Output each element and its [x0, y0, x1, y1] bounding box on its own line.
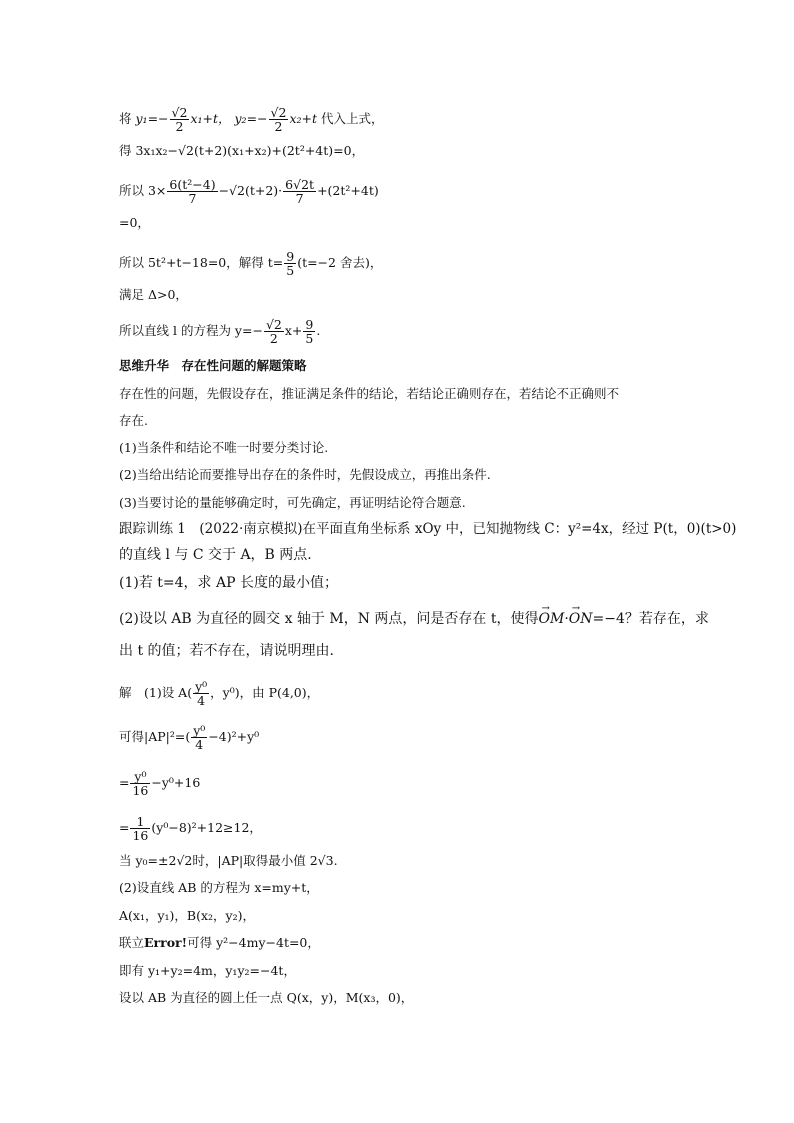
solution-line-1 [119, 106, 384, 133]
solution-step-8 [119, 935, 320, 951]
fraction: $\frac{1}{16}$ [132, 814, 149, 843]
text-segment: (y⁰−8)²+12≥12， [151, 820, 262, 835]
solution-step-6: (2)设直线 AB 的方程为 x=my+t， [119, 880, 319, 895]
solution-line-3 [119, 178, 379, 205]
fraction: $\frac{\text{y⁰}}{16}$ [132, 769, 149, 798]
math-segment: y₂=− [234, 111, 268, 126]
solution-step-10: 设以 AB 为直径的圆上任一点 Q(x，y)，M(x₃，0)， [119, 990, 414, 1005]
solution-step-7: A(x₁，y₁)，B(x₂，y₂)， [119, 908, 255, 923]
solution-line-2: 得 3x₁x₂−√2(t+2)(x₁+x₂)+(2t²+4t)=0， [119, 143, 365, 158]
question-2-line-1: (2)设以 AB 为直径的圆交 x 轴于 M，N 两点，问是否存在 t，使得→ OM·→ ON=−4？若存在，求 [119, 611, 709, 627]
text-segment: = [119, 775, 130, 790]
fraction: $\frac{√2}{2}$ [265, 317, 282, 346]
text-segment: 将 [119, 111, 132, 126]
text-segment: ，y⁰)，由 P(4,0)， [210, 685, 320, 700]
fraction: $\frac{9}{5}$ [305, 317, 314, 346]
solution-step-4 [119, 815, 262, 842]
text-segment: −4)²+y⁰ [208, 729, 260, 744]
text-segment: x+ [284, 323, 303, 338]
text-segment: −√2(t+2)· [218, 183, 283, 198]
question-1: (1)若 t=4，求 AP 长度的最小值； [119, 575, 338, 591]
fraction: $\frac{√2}{2}$ [270, 105, 287, 134]
solution-step-9: 即有 y₁+y₂=4m，y₁y₂=−4t， [119, 963, 296, 978]
text-segment: (t=−2 舍去)， [297, 255, 383, 270]
text-segment: . [316, 323, 321, 338]
solution-step-2 [119, 724, 259, 751]
text-segment: (2)设以 AB 为直径的圆交 x 轴于 M，N 两点，问是否存在 t，使得 [119, 611, 539, 627]
math-segment: x₂+t [289, 111, 318, 126]
text-segment: +(2t²+4t) [317, 183, 379, 198]
strategy-item-3: (3)当要讨论的量能够确定时，可先确定，再证明结论符合题意. [119, 495, 466, 510]
fraction: $\frac{\text{6(t²−4)}}{7}$ [169, 177, 216, 206]
solution-line-4: =0， [119, 215, 150, 230]
text-segment: 可得 y²−4my−4t=0， [187, 935, 320, 950]
solution-step-1 [119, 680, 319, 707]
vector-om: → OM [539, 611, 565, 627]
strategy-item-2: (2)当给出结论而要推导出存在的条件时，先假设成立，再推出条件. [119, 467, 491, 482]
question-2-line-2: 出 t 的值；若不存在，请说明理由. [119, 643, 334, 659]
text-segment: 所以 5t²+t−18=0，解得 t= [119, 255, 284, 270]
strategy-paragraph-line-2: 存在. [119, 413, 148, 428]
fraction: $\frac{\text{y⁰}}{4}$ [195, 679, 208, 708]
solution-line-7 [119, 318, 320, 345]
solution-line-6: 满足 Δ>0， [119, 287, 188, 302]
text-segment: 解 (1)设 A( [119, 685, 193, 700]
fraction: $\frac{√2}{2}$ [171, 105, 188, 134]
text-segment: 联立 [119, 935, 145, 950]
fraction: $\frac{9}{5}$ [286, 249, 295, 278]
text-segment: = [119, 820, 130, 835]
exercise-line-2: 的直线 l 与 C 交于 A，B 两点. [119, 547, 312, 563]
math-segment: y₁=− [135, 111, 169, 126]
text-segment: 所以直线 l 的方程为 y=− [119, 323, 263, 338]
strategy-paragraph-line-1: 存在性的问题，先假设存在，推证满足条件的结论，若结论正确则存在，若结论不正确则不 [119, 386, 620, 401]
vector-on: → ON [569, 611, 593, 627]
solution-line-5 [119, 250, 382, 277]
fraction: $\frac{6√2t}{7}$ [285, 177, 315, 206]
text-segment: =−4？若存在，求 [592, 611, 709, 627]
strategy-item-1: (1)当条件和结论不唯一时要分类讨论. [119, 440, 329, 455]
solution-step-5: 当 y₀=±2√2时，|AP|取得最小值 2√3. [119, 853, 338, 868]
text-segment: 代入上式， [321, 111, 384, 126]
strategy-title: 思维升华 存在性问题的解题策略 [119, 358, 307, 373]
math-segment: x₁+t， [190, 111, 231, 126]
solution-step-3 [119, 770, 200, 797]
text-segment: −y⁰+16 [151, 775, 201, 790]
fraction: $\frac{\text{y⁰}}{4}$ [193, 723, 206, 752]
error-marker: Error! [144, 935, 188, 950]
text-segment: 所以 3× [119, 183, 167, 198]
text-segment: 可得|AP|²=( [119, 729, 191, 744]
exercise-line-1: 跟踪训练 1 (2022·南京模拟)在平面直角坐标系 xOy 中，已知抛物线 C：y²=4x，经过 P(t，0)(t>0) [119, 521, 737, 537]
